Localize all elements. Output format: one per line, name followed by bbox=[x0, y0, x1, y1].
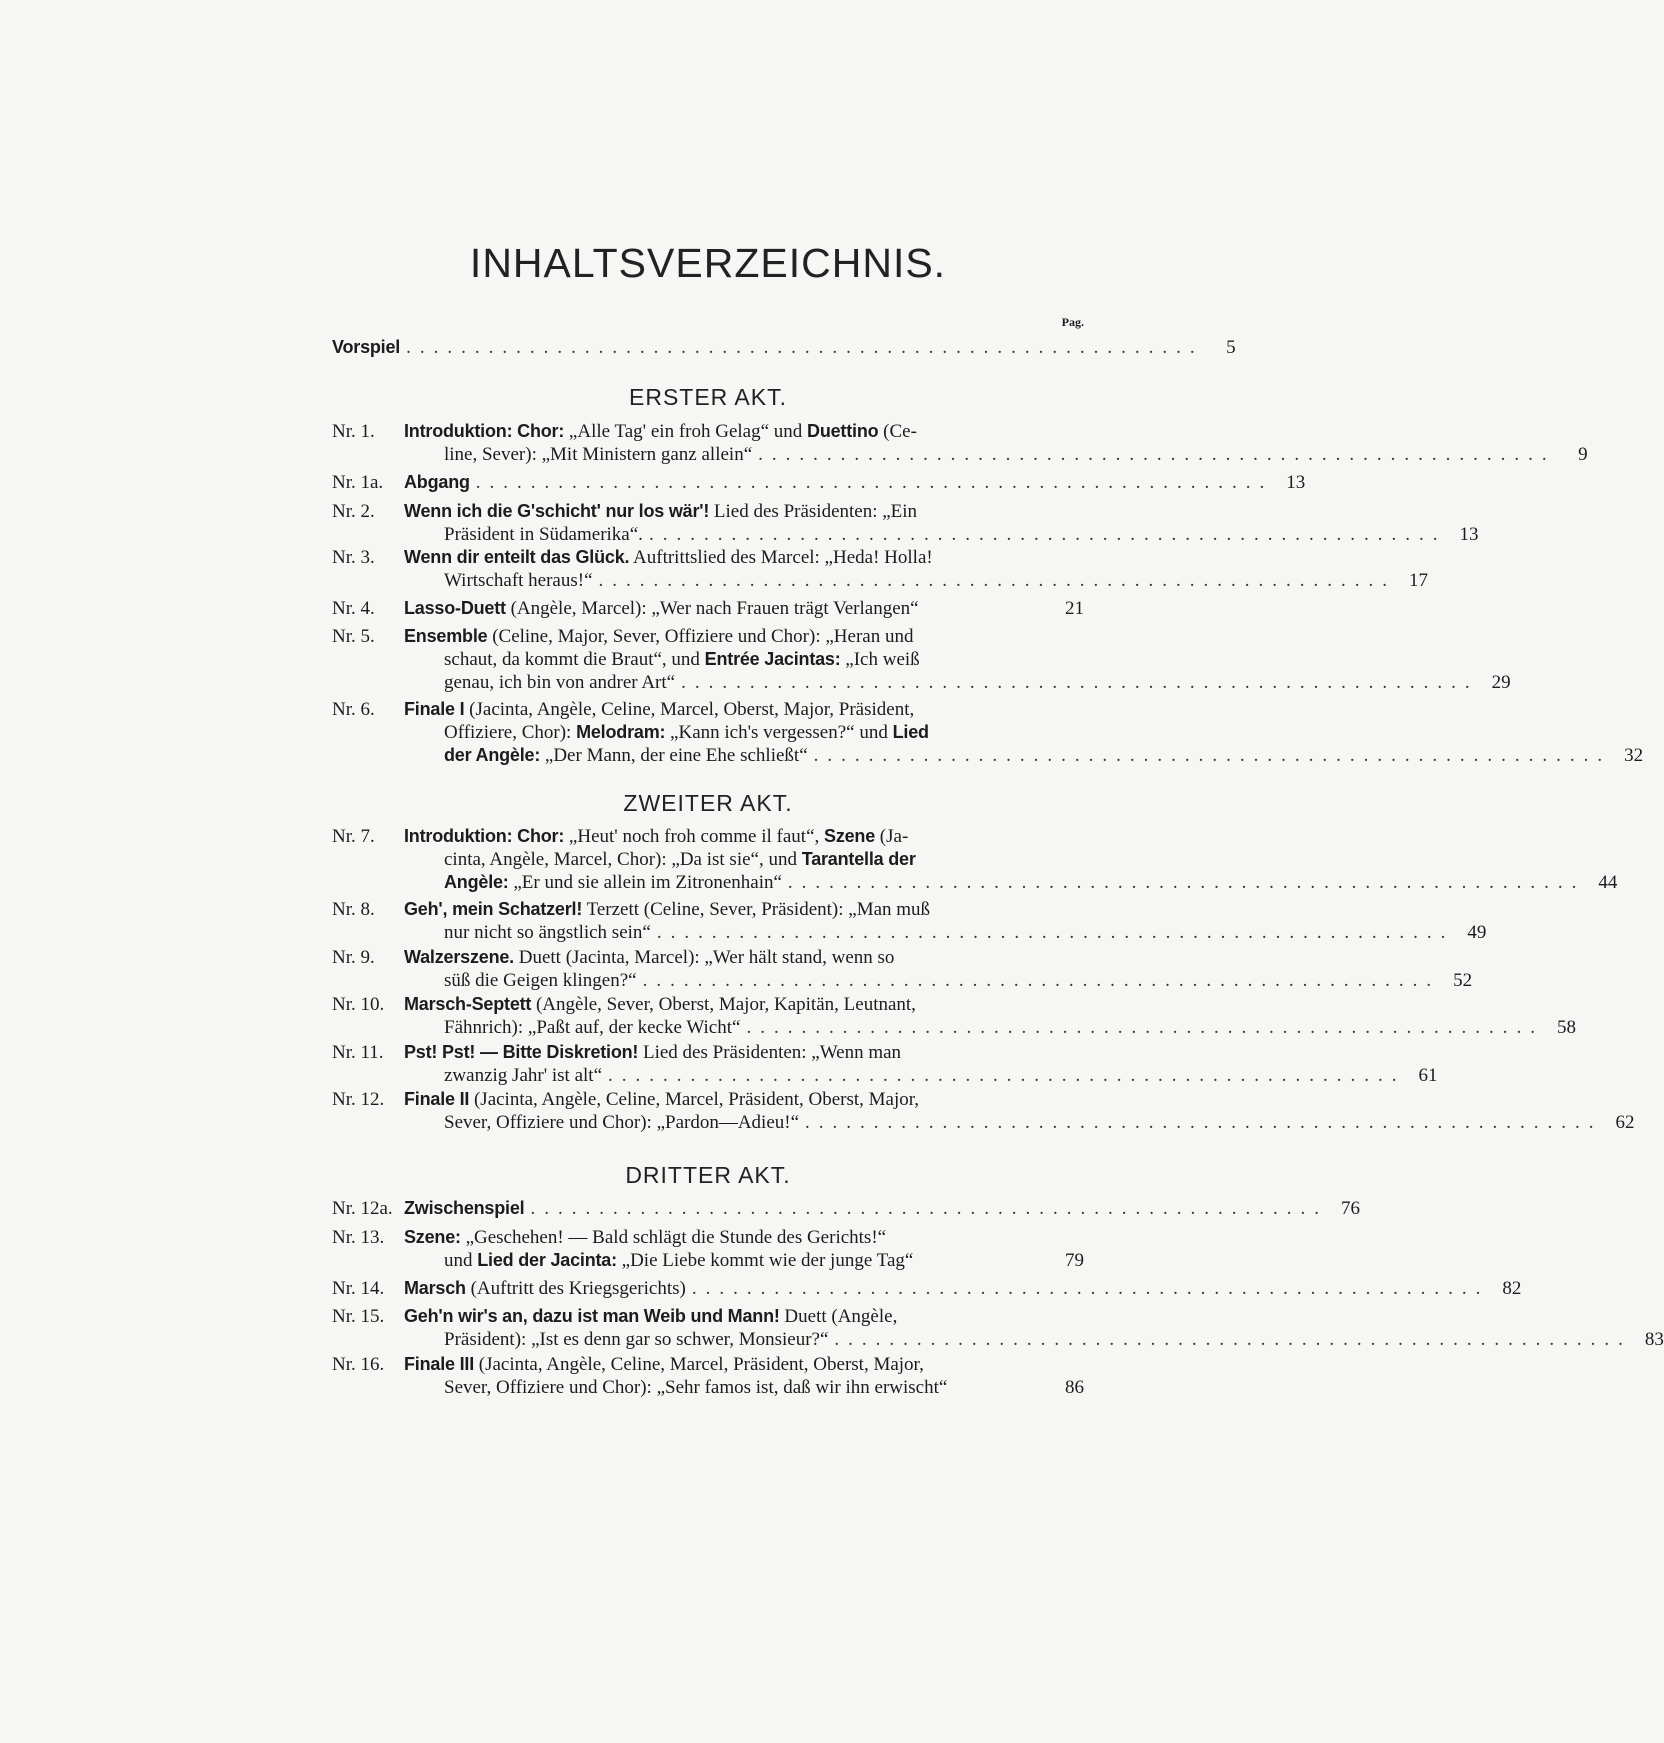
leader-dots: .......................................................... bbox=[834, 1329, 1632, 1350]
entry-page: 83 bbox=[1644, 1329, 1664, 1350]
entry-number: Nr. 5. bbox=[332, 626, 375, 647]
entry-text: „Alle Tag' ein froh Gelag“ und bbox=[568, 421, 803, 442]
leader-dots: .......................................................... bbox=[656, 922, 1455, 943]
entry-text: Offiziere, Chor): bbox=[444, 722, 572, 743]
entry-page: 76 bbox=[1340, 1198, 1360, 1219]
entry-text: und bbox=[444, 1250, 473, 1271]
toc-entry bbox=[332, 1041, 1438, 1087]
entry-title: Geh', mein Schatzerl! bbox=[404, 899, 583, 919]
entry-number: Nr. 8. bbox=[332, 899, 375, 920]
entry-number: Nr. 4. bbox=[332, 598, 375, 619]
entry-title: Pst! Pst! — Bitte Diskretion! bbox=[404, 1042, 639, 1062]
leader-dots: .......................................................... bbox=[813, 745, 1612, 766]
entry-text: „Er und sie allein im Zitronenhain“ bbox=[513, 872, 782, 893]
entry-page: 52 bbox=[1453, 970, 1473, 991]
entry-page: 86 bbox=[1065, 1377, 1084, 1398]
leader-dots: .......................................................... bbox=[787, 872, 1586, 893]
toc-entry bbox=[332, 546, 1429, 592]
toc-entry bbox=[332, 1353, 1084, 1399]
entry-title: Introduktion: Chor: bbox=[404, 421, 565, 441]
entry-text: (Jacinta, Angèle, Celine, Marcel, Präsident, Oberst, Major, bbox=[473, 1089, 920, 1110]
toc-entry bbox=[332, 993, 1576, 1039]
entry-number: Nr. 12a. bbox=[332, 1198, 393, 1219]
entry-title: Geh'n wir's an, dazu ist man Weib und Mann! bbox=[404, 1306, 780, 1326]
toc-entry bbox=[332, 420, 1588, 466]
toc-entry bbox=[332, 1088, 1635, 1134]
leader-dots: .......................................................... bbox=[475, 472, 1274, 493]
entry-number: Nr. 2. bbox=[332, 501, 375, 522]
toc-entry bbox=[332, 946, 1473, 992]
entry-text: süß die Geigen klingen?“ bbox=[444, 970, 637, 991]
entry-page: 13 bbox=[1286, 472, 1306, 493]
entry-page: 82 bbox=[1502, 1278, 1522, 1299]
leader-dots: .......................................................... bbox=[608, 1065, 1406, 1086]
toc-entry bbox=[332, 698, 1644, 767]
entry-title-part: Lied der Jacinta: bbox=[477, 1250, 617, 1270]
entry-number: Nr. 9. bbox=[332, 947, 375, 968]
entry-text: (Angèle, Marcel): „Wer nach Frauen trägt Verlangen“ bbox=[510, 598, 919, 619]
entry-text: (Ja- bbox=[879, 826, 909, 847]
entry-title: Vorspiel bbox=[332, 337, 401, 357]
leader-dots: .......................................................... bbox=[691, 1278, 1490, 1299]
entry-number: Nr. 12. bbox=[332, 1089, 385, 1110]
entry-page: 49 bbox=[1467, 922, 1487, 943]
entry-text: Präsident): „Ist es denn gar so schwer, Monsieur?“ bbox=[444, 1329, 829, 1350]
entry-page: 61 bbox=[1418, 1065, 1438, 1086]
entry-title: Wenn dir enteilt das Glück. bbox=[404, 547, 630, 567]
entry-number: Nr. 6. bbox=[332, 699, 375, 720]
entry-number: Nr. 3. bbox=[332, 547, 375, 568]
entry-text: (Celine, Major, Sever, Offiziere und Chor): „Heran und bbox=[492, 626, 914, 647]
entry-number: Nr. 7. bbox=[332, 826, 375, 847]
entry-number: Nr. 1a. bbox=[332, 472, 384, 493]
entry-page: 9 bbox=[1578, 444, 1588, 465]
entry-title: Marsch-Septett bbox=[404, 994, 532, 1014]
entry-title: Ensemble bbox=[404, 626, 488, 646]
entry-title: Finale I bbox=[404, 699, 465, 719]
entry-number: Nr. 13. bbox=[332, 1227, 385, 1248]
entry-text: Duett (Jacinta, Marcel): „Wer hält stand, wenn so bbox=[518, 947, 895, 968]
entry-page: 32 bbox=[1624, 745, 1644, 766]
entry-number: Nr. 16. bbox=[332, 1354, 385, 1375]
entry-title: Finale II bbox=[404, 1089, 470, 1109]
entry-page: 62 bbox=[1615, 1112, 1635, 1133]
toc-entry bbox=[332, 597, 1084, 620]
entry-page: 5 bbox=[1226, 337, 1236, 358]
toc-entry bbox=[332, 825, 1618, 894]
toc-entry bbox=[332, 625, 1511, 694]
toc-entry bbox=[332, 500, 1479, 546]
entry-number: Nr. 15. bbox=[332, 1306, 385, 1327]
page-column-label: Pag. bbox=[1061, 315, 1084, 329]
entry-text: Sever, Offiziere und Chor): „Pardon—Adieu!“ bbox=[444, 1112, 800, 1133]
toc-entry bbox=[332, 1226, 1084, 1272]
toc-entry bbox=[332, 1197, 1360, 1220]
entry-title: Introduktion: Chor: bbox=[404, 826, 565, 846]
entry-number: Nr. 14. bbox=[332, 1278, 385, 1299]
entry-text: „Die Liebe kommt wie der junge Tag“ bbox=[621, 1250, 914, 1271]
entry-title-part: Tarantella der bbox=[801, 849, 916, 869]
entry-text: „Ich weiß bbox=[845, 649, 920, 670]
entry-text: schaut, da kommt die Braut“, und bbox=[444, 649, 700, 670]
entry-text: genau, ich bin von andrer Art“ bbox=[444, 672, 676, 693]
entry-title-part: Melodram: bbox=[576, 722, 666, 742]
entry-number: Nr. 10. bbox=[332, 994, 385, 1015]
entry-page: 13 bbox=[1459, 524, 1479, 545]
entry-text: (Auftritt des Kriegsgerichts) bbox=[470, 1278, 686, 1299]
leader-dots: .......................................................... bbox=[598, 570, 1397, 591]
entry-number: Nr. 11. bbox=[332, 1042, 384, 1063]
leader-dots: .......................................................... bbox=[758, 444, 1556, 465]
leader-dots: .......................................................... bbox=[805, 1112, 1603, 1133]
entry-text: Terzett (Celine, Sever, Präsident): „Man muß bbox=[586, 899, 931, 920]
toc-entry bbox=[332, 898, 1487, 944]
toc-entry bbox=[332, 1277, 1522, 1300]
act-heading: DRITTER AKT. bbox=[625, 1162, 791, 1188]
entry-title: Abgang bbox=[404, 472, 470, 492]
entry-text: nur nicht so ängstlich sein“ bbox=[444, 922, 651, 943]
entry-title: Finale III bbox=[404, 1354, 475, 1374]
entry-text: (Ce- bbox=[883, 421, 917, 442]
entry-title-part: Angèle: bbox=[444, 872, 509, 892]
entry-title-part: der Angèle: bbox=[444, 745, 541, 765]
leader-dots: .......................................................... bbox=[642, 970, 1441, 991]
entry-title-part: Duettino bbox=[807, 421, 879, 441]
entry-title: Lasso-Duett bbox=[404, 598, 506, 618]
leader-dots: .......................................................... bbox=[746, 1017, 1544, 1038]
entry-page: 44 bbox=[1598, 872, 1618, 893]
entry-page: 21 bbox=[1065, 598, 1084, 619]
entry-title: Zwischenspiel bbox=[404, 1198, 525, 1218]
entry-text: „Geschehen! — Bald schlägt die Stunde des Gerichts!“ bbox=[465, 1227, 887, 1248]
entry-title: Walzerszene. bbox=[404, 947, 514, 967]
toc-entry bbox=[332, 1305, 1664, 1351]
entry-text: Fähnrich): „Paßt auf, der kecke Wicht“ bbox=[444, 1017, 741, 1038]
entry-text: Wirtschaft heraus!“ bbox=[444, 570, 593, 591]
entry-text: Präsident in Südamerika“. bbox=[444, 524, 643, 545]
entry-text: Sever, Offiziere und Chor): „Sehr famos ist, daß wir ihn erwischt“ bbox=[444, 1377, 948, 1398]
entry-text: „Kann ich's vergessen?“ und bbox=[670, 722, 888, 743]
leader-dots: .......................................................... bbox=[681, 672, 1479, 693]
entry-text: zwanzig Jahr' ist alt“ bbox=[444, 1065, 603, 1086]
act-heading: ERSTER AKT. bbox=[629, 384, 787, 410]
entry-text: Auftrittslied des Marcel: „Heda! Holla! bbox=[633, 547, 933, 568]
entry-text: (Angèle, Sever, Oberst, Major, Kapitän, Leutnant, bbox=[535, 994, 916, 1015]
page-title: INHALTSVERZEICHNIS. bbox=[469, 240, 947, 286]
entry-title-part: Lied bbox=[892, 722, 929, 742]
entry-text: cinta, Angèle, Marcel, Chor): „Da ist sie“, und bbox=[444, 849, 797, 870]
entry-title: Marsch bbox=[404, 1278, 466, 1298]
entry-text: (Jacinta, Angèle, Celine, Marcel, Präsident, Oberst, Major, bbox=[478, 1354, 924, 1375]
toc-entry bbox=[332, 471, 1306, 494]
entry-text: Lied des Präsidenten: „Ein bbox=[713, 501, 918, 522]
entry-text: Duett (Angèle, bbox=[784, 1306, 898, 1327]
act-heading: ZWEITER AKT. bbox=[623, 790, 793, 816]
entry-title: Szene: bbox=[404, 1227, 461, 1247]
entry-page: 17 bbox=[1409, 570, 1429, 591]
entry-text: „Der Mann, der eine Ehe schließt“ bbox=[544, 745, 808, 766]
entry-title: Wenn ich die G'schicht' nur los wär'! bbox=[404, 501, 710, 521]
entry-page: 58 bbox=[1556, 1017, 1576, 1038]
entry-text: line, Sever): „Mit Ministern ganz allein“ bbox=[444, 444, 753, 465]
entry-text: „Heut' noch froh comme il faut“, bbox=[568, 826, 820, 847]
entry-page: 29 bbox=[1491, 672, 1511, 693]
entry-title-part: Entrée Jacintas: bbox=[704, 649, 841, 669]
toc-entry-vorspiel bbox=[332, 336, 1236, 359]
entry-text: Lied des Präsidenten: „Wenn man bbox=[642, 1042, 902, 1063]
leader-dots: .......................................................... bbox=[530, 1198, 1328, 1219]
entry-page: 79 bbox=[1065, 1250, 1084, 1271]
entry-number: Nr. 1. bbox=[332, 421, 375, 442]
entry-text: (Jacinta, Angèle, Celine, Marcel, Oberst, Major, Präsident, bbox=[469, 699, 915, 720]
entry-title-part: Szene bbox=[824, 826, 876, 846]
leader-dots: .......................................................... bbox=[648, 524, 1447, 545]
leader-dots: .......................................................... bbox=[406, 337, 1204, 358]
